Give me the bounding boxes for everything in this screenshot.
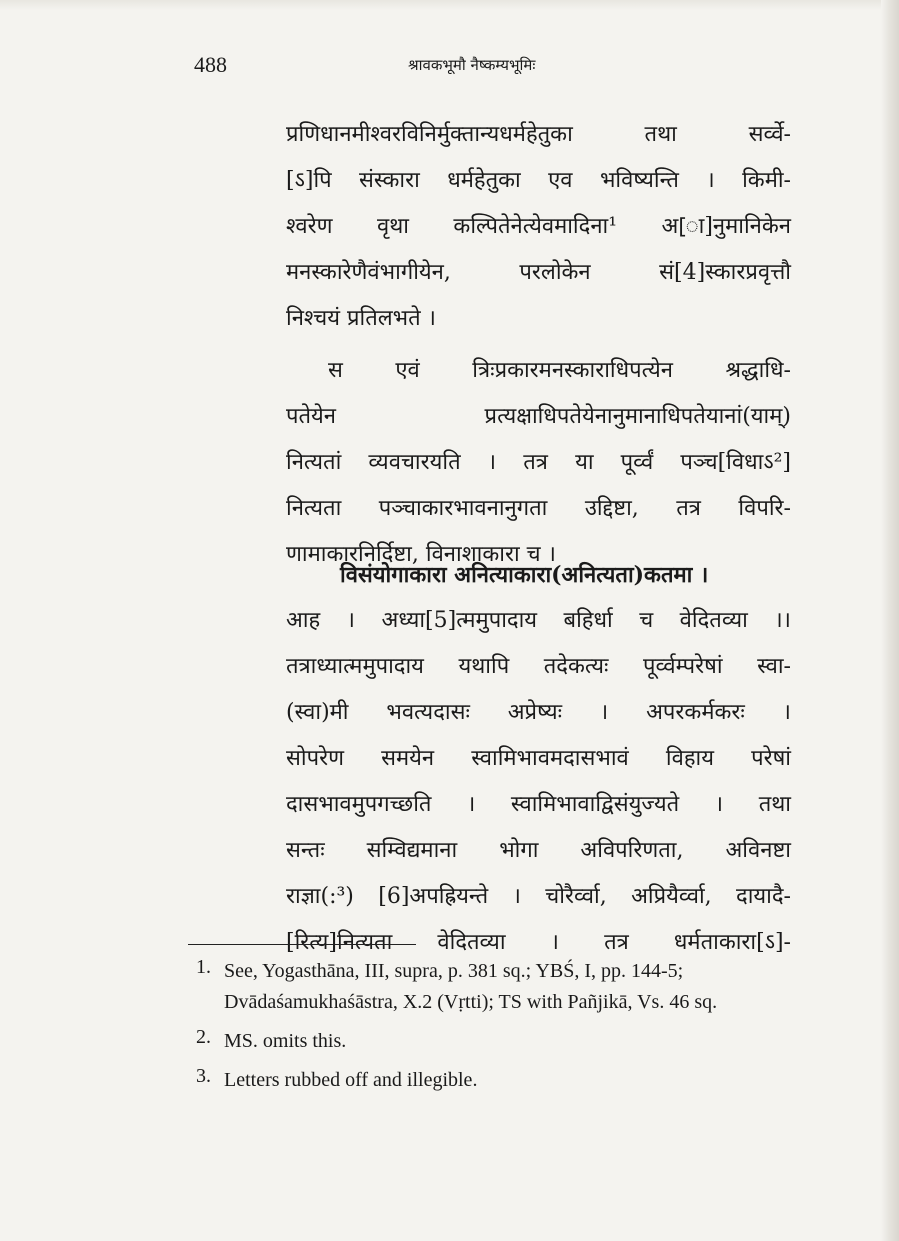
footnote-text: Letters rubbed off and illegible. <box>224 1069 478 1091</box>
scan-top-shadow <box>0 0 899 10</box>
paragraph <box>286 348 791 578</box>
footnote <box>196 1026 794 1057</box>
footnote <box>196 956 794 1018</box>
text-line: [ऽ]पि संस्कारा धर्महेतुका एव भविष्यन्ति । किमी- <box>286 168 791 193</box>
section-heading: विसंयोगाकारा अनित्याकारा(अनित्यता)कतमा । <box>340 562 709 588</box>
running-title: श्रावकभूमौ नैष्कम्यभूमिः <box>408 56 536 74</box>
text-line: निश्चयं प्रतिलभते । <box>286 306 436 331</box>
footnote <box>196 1065 794 1096</box>
text-line: मनस्कारेणैवंभागीयेन, परलोकेन सं[4]स्कारप्रवृत्तौ <box>286 260 791 285</box>
text-line: राज्ञा(:³) [6]अपह्रियन्ते । चोरैर्व्वा, अप्रियैर्व्वा, दायादै- <box>286 884 791 909</box>
text-line: नित्यतां व्यवचारयति । तत्र या पूर्व्वं पञ्च[विधाऽ²] <box>286 450 791 475</box>
page-number: 488 <box>194 52 227 77</box>
paragraph <box>286 112 791 342</box>
footnote-number: 2. <box>196 1026 211 1048</box>
text-line: सन्तः सम्विद्यमाना भोगा अविपरिणता, अविनष्टा <box>286 838 791 863</box>
text-line: (स्वा)मी भवत्यदासः अप्रेष्यः । अपरकर्मकरः । <box>286 700 791 725</box>
footnote-number: 3. <box>196 1065 211 1087</box>
text-line: स एवं त्रिःप्रकारमनस्काराधिपत्येन श्रद्धाधि- <box>328 358 791 383</box>
text-line: णामाकारनिर्दिष्टा, विनाशाकारा च । <box>286 542 556 567</box>
footnote-text: MS. omits this. <box>224 1030 347 1052</box>
footnotes <box>196 956 794 1104</box>
text-line: श्वरेण वृथा कल्पितेनेत्येवमादिना¹ अ[ा]नुमानिकेन <box>286 214 791 239</box>
text-line: [रित्य]नित्यता वेदितव्या । तत्र धर्मताकारा[ऽ]- <box>286 930 791 955</box>
text-line: सोपरेण समयेन स्वामिभावमदासभावं विहाय परेषां <box>286 746 791 771</box>
text-line: प्रणिधानमीश्वरविनिर्मुक्तान्यधर्महेतुका तथा सर्व्वे- <box>286 122 791 147</box>
footnote-number: 1. <box>196 956 211 978</box>
body-text <box>286 112 791 578</box>
footnote-text: See, Yogasthāna, III, supra, p. 381 sq.; YBŚ, I, pp. 144-5; Dvādaśamukhaśāstra, X.2 (Vṛtti); TS with Pañjikā, Vs. 46 sq. <box>224 960 718 1013</box>
text-line: नित्यता पञ्चाकारभावनानुगता उद्दिष्टा, तत्र विपरि- <box>286 496 791 521</box>
footnote-rule <box>188 944 416 945</box>
text-line: आह । अध्या[5]त्ममुपादाय बहिर्धा च वेदितव्या ।। <box>286 608 791 633</box>
main-section <box>286 552 791 966</box>
text-line: तत्राध्यात्ममुपादाय यथापि तदेकत्यः पूर्व्वम्परेषां स्वा- <box>286 654 791 679</box>
scan-edge-shadow <box>881 0 899 1241</box>
text-line: दासभावमुपगच्छति । स्वामिभावाद्विसंयुज्यते । तथा <box>286 792 791 817</box>
text-line: पतेयेन प्रत्यक्षाधिपतेयेनानुमानाधिपतेयानां(याम्) <box>286 404 791 429</box>
